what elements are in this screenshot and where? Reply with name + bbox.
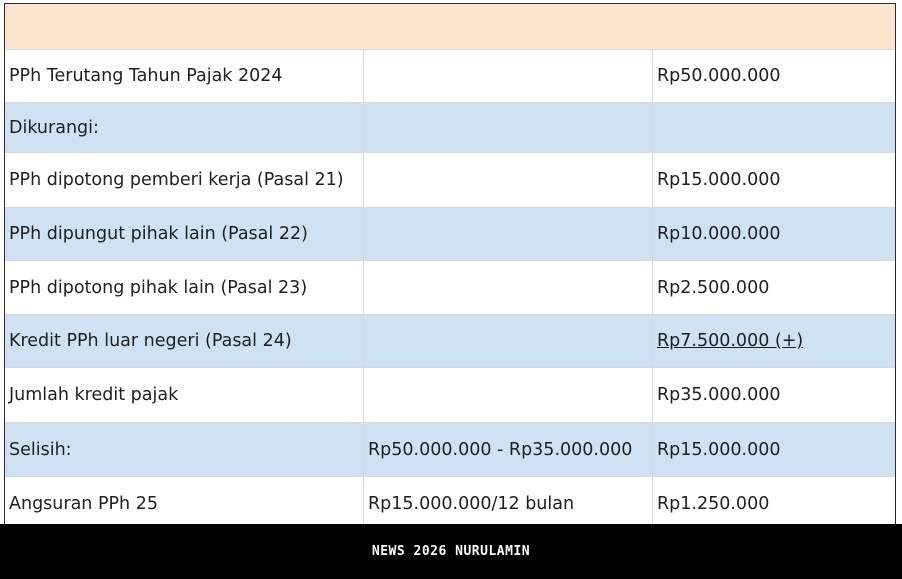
row-calculation xyxy=(364,315,653,367)
table-row xyxy=(5,477,895,524)
amount-link[interactable]: Rp7.500.000 (+) xyxy=(657,331,804,351)
row-label: Kredit PPh luar negeri (Pasal 24) xyxy=(5,315,364,367)
row-calculation: Rp50.000.000 - Rp35.000.000 xyxy=(364,423,653,476)
table-header-band xyxy=(5,4,895,50)
row-label: PPh Terutang Tahun Pajak 2024 xyxy=(5,50,364,102)
row-label: PPh dipotong pihak lain (Pasal 23) xyxy=(5,261,364,314)
amount-value: Rp2.500.000 xyxy=(657,277,770,298)
row-amount xyxy=(653,423,895,476)
watermark-bar xyxy=(0,524,902,579)
row-calculation: Rp15.000.000/12 bulan xyxy=(364,477,653,524)
row-amount xyxy=(653,50,895,102)
table-row xyxy=(5,261,895,315)
row-calculation xyxy=(364,208,653,260)
row-label: Selisih: xyxy=(5,423,364,476)
row-label: PPh dipungut pihak lain (Pasal 22) xyxy=(5,208,364,260)
tax-table xyxy=(4,3,896,524)
watermark-text: NEWS 2026 NURULAMIN xyxy=(371,544,531,559)
row-amount xyxy=(653,153,895,207)
row-calculation xyxy=(364,261,653,314)
amount-value: Rp15.000.000 xyxy=(657,170,781,190)
amount-value: Rp35.000.000 xyxy=(657,385,781,405)
row-calculation xyxy=(364,103,653,152)
row-amount xyxy=(653,261,895,314)
table-row xyxy=(5,368,895,423)
table-row xyxy=(5,153,895,208)
amount-value: Rp1.250.000 xyxy=(657,493,770,514)
table-body xyxy=(5,50,895,524)
row-calculation xyxy=(364,153,653,207)
row-amount xyxy=(653,477,895,524)
row-amount xyxy=(653,103,895,152)
row-label: Jumlah kredit pajak xyxy=(5,368,364,422)
table-row xyxy=(5,315,895,368)
row-calculation xyxy=(364,50,653,102)
table-row xyxy=(5,103,895,153)
row-amount xyxy=(653,208,895,260)
row-label: Angsuran PPh 25 xyxy=(5,477,364,524)
row-amount[interactable] xyxy=(653,315,895,367)
row-calculation xyxy=(364,368,653,422)
table-row xyxy=(5,208,895,261)
table-row xyxy=(5,423,895,477)
row-label: Dikurangi: xyxy=(5,103,364,152)
amount-value: Rp10.000.000 xyxy=(657,224,781,244)
amount-value: Rp50.000.000 xyxy=(657,66,781,86)
amount-value: Rp15.000.000 xyxy=(657,439,781,460)
row-label: PPh dipotong pemberi kerja (Pasal 21) xyxy=(5,153,364,207)
row-amount xyxy=(653,368,895,422)
table-row xyxy=(5,50,895,103)
